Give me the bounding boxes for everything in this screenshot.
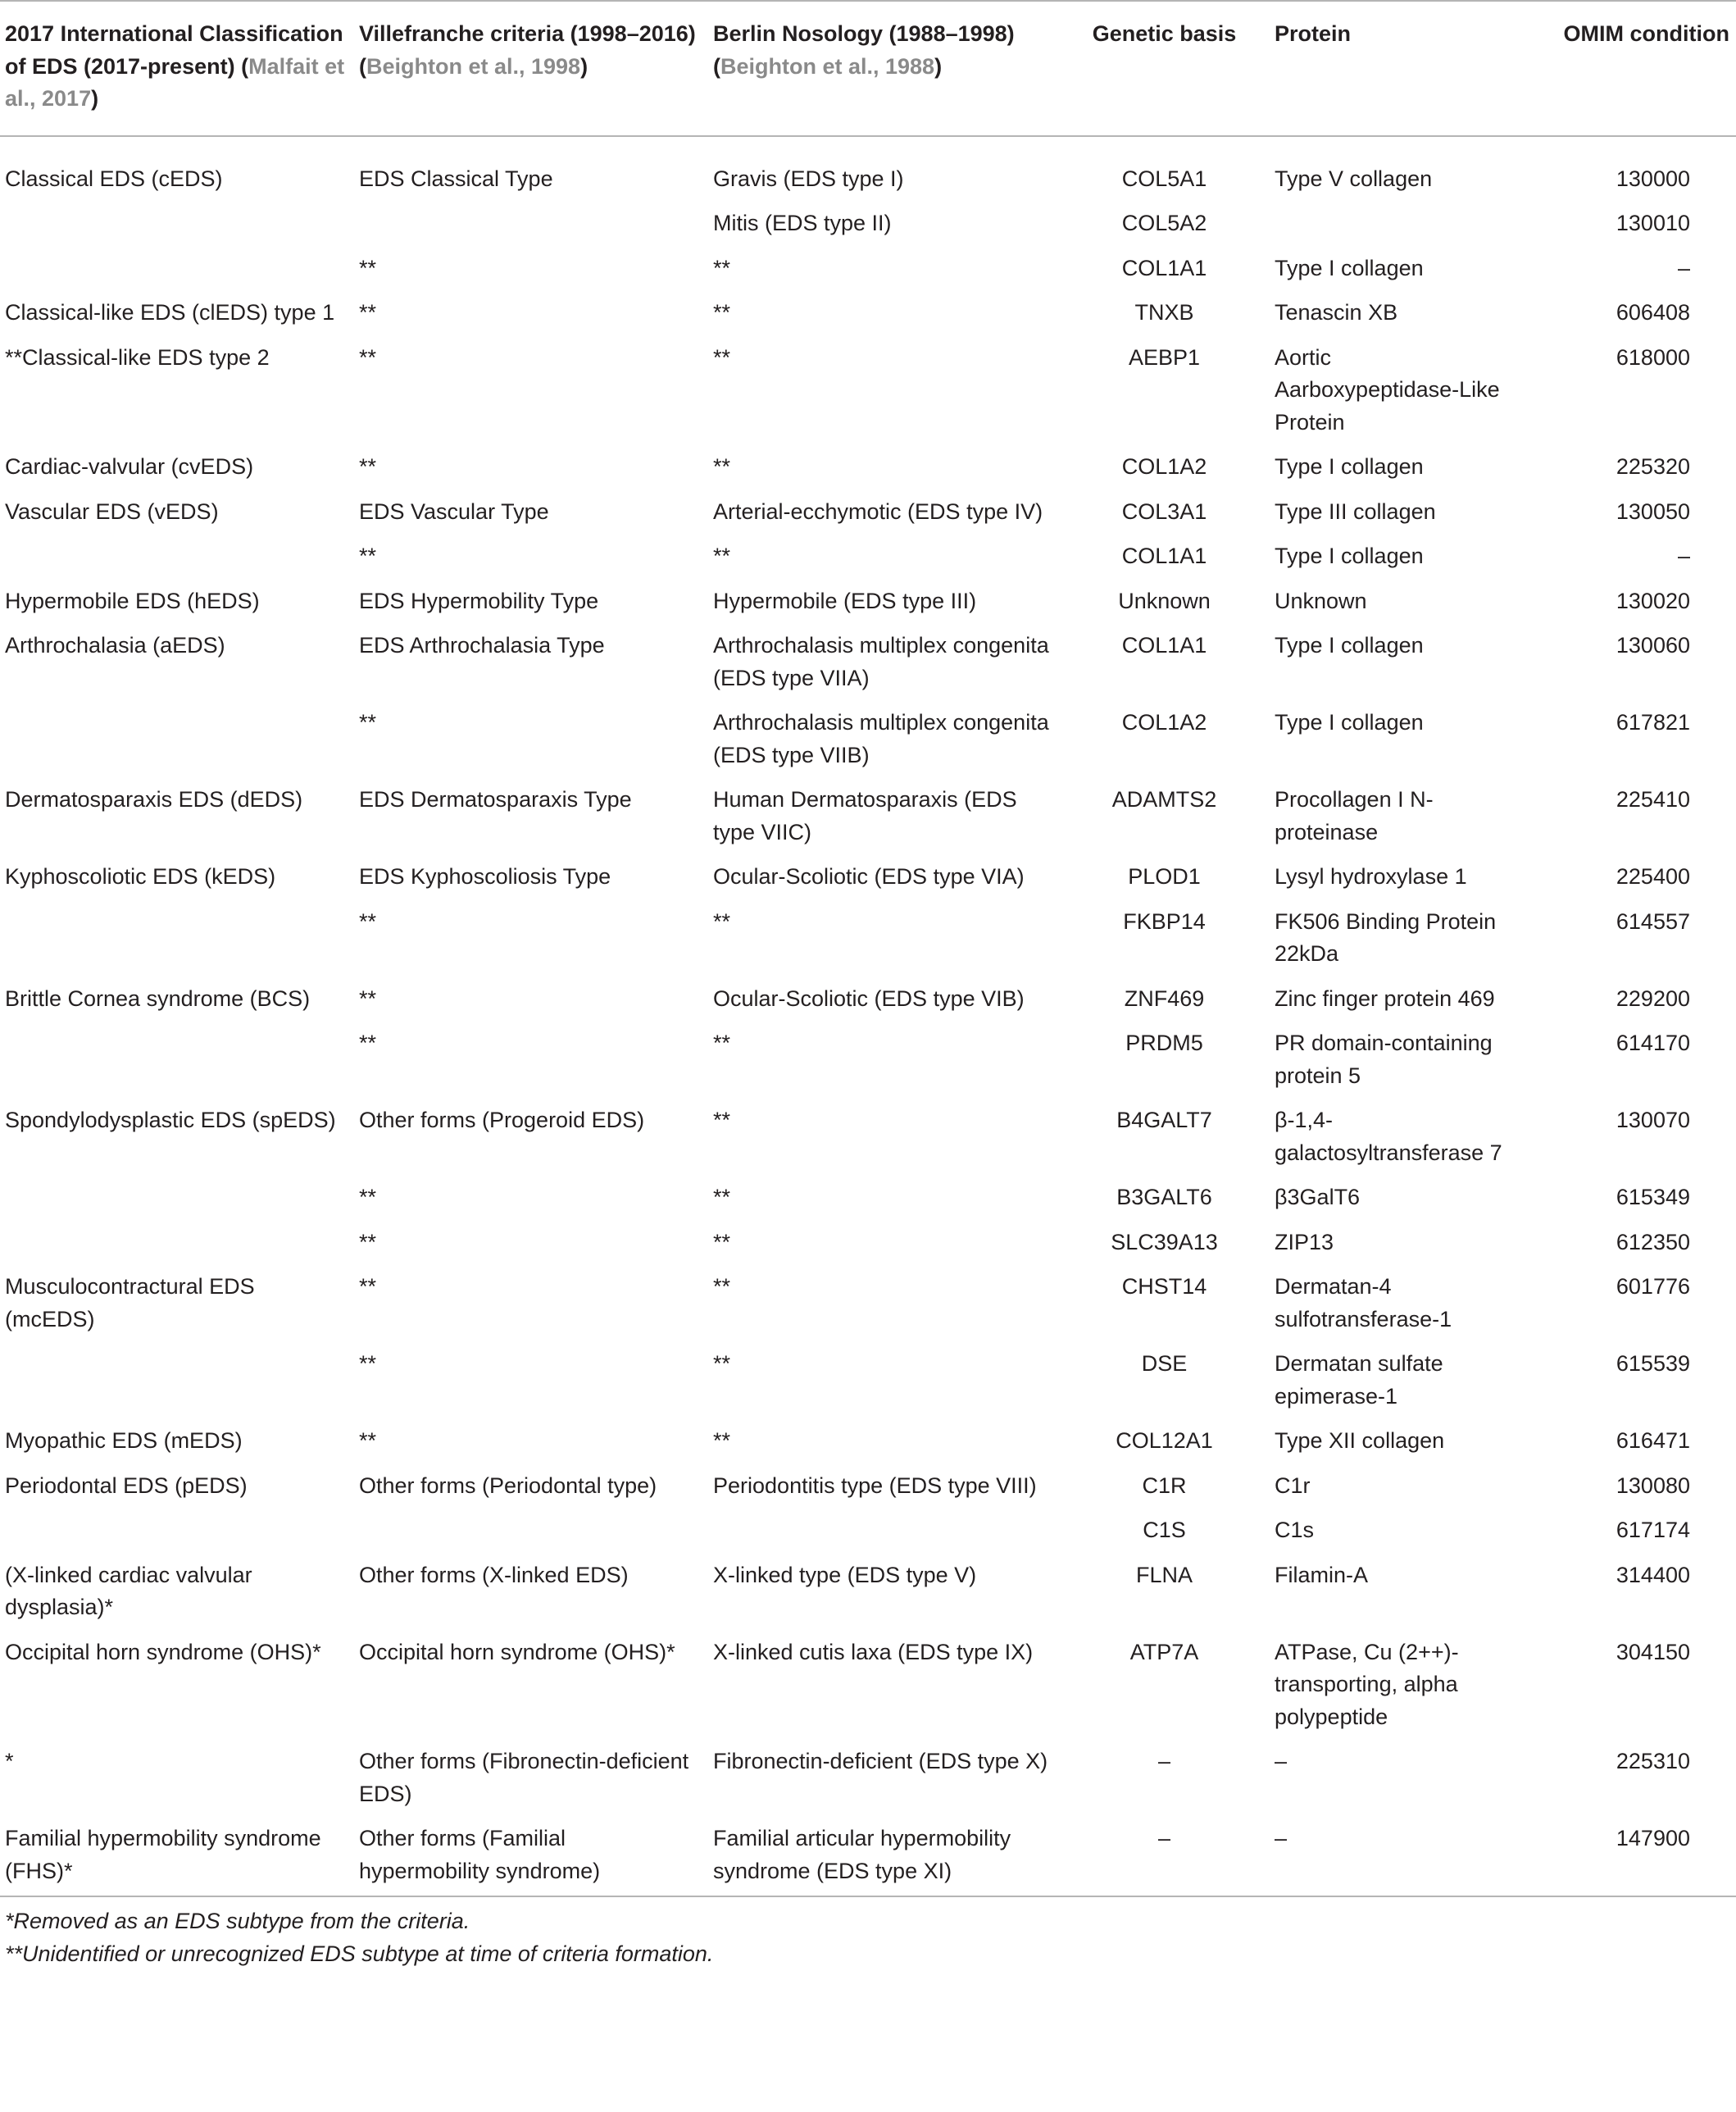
table-row	[0, 1342, 1736, 1419]
cell-protein: C1r	[1275, 1472, 1311, 1498]
cell-omim: –	[1677, 255, 1690, 280]
cell-villefranche	[354, 202, 708, 247]
cell-2017-subtype: Myopathic EDS (mEDS)	[5, 1428, 243, 1453]
cell-protein: β-1,4-galactosyltransferase 7	[1275, 1108, 1502, 1165]
cell-omim: 147900	[1616, 1826, 1690, 1850]
cell-villefranche: EDS Vascular Type	[359, 498, 549, 524]
cell-2017-subtype	[0, 1509, 354, 1554]
table-row	[0, 535, 1736, 580]
cell-omim: 612350	[1616, 1229, 1690, 1254]
cell-villefranche: **	[359, 300, 377, 325]
cell-berlin: **	[713, 1185, 731, 1209]
cell-protein: Tenascin XB	[1275, 300, 1398, 325]
cell-protein: β3GalT6	[1275, 1185, 1361, 1209]
cell-villefranche: **	[359, 1229, 377, 1254]
cell-omim: 225320	[1616, 454, 1690, 479]
cell-2017-subtype: Musculocontractural EDS (mcEDS)	[5, 1274, 255, 1331]
table-row	[0, 1509, 1736, 1554]
cell-gene: ZNF469	[1124, 985, 1205, 1011]
header-berlin	[708, 1, 1061, 136]
cell-berlin: X-linked type (EDS type V)	[713, 1562, 977, 1587]
cell-2017-subtype	[0, 535, 354, 580]
citation-link[interactable]: Beighton et al., 1988	[720, 53, 935, 79]
cell-2017-subtype	[0, 247, 354, 292]
cell-gene: CHST14	[1121, 1274, 1207, 1299]
cell-protein	[1270, 202, 1524, 247]
cell-omim: 130010	[1616, 211, 1690, 235]
cell-berlin: **	[713, 1428, 731, 1453]
cell-protein: Dermatan sulfate epimerase-1	[1275, 1351, 1443, 1409]
cell-berlin: Gravis (EDS type I)	[713, 166, 904, 191]
cell-2017-subtype: Familial hypermobility syndrome (FHS)*	[5, 1826, 321, 1883]
cell-protein: C1s	[1275, 1518, 1315, 1542]
cell-omim: 304150	[1616, 1639, 1690, 1664]
cell-omim: 614170	[1616, 1031, 1690, 1055]
cell-2017-subtype	[0, 1221, 354, 1266]
cell-gene: Unknown	[1118, 588, 1211, 613]
cell-gene: DSE	[1141, 1351, 1188, 1376]
cell-villefranche: **	[359, 344, 377, 370]
cell-omim: 615539	[1616, 1351, 1690, 1376]
cell-villefranche: Other forms (X-linked EDS)	[359, 1562, 629, 1587]
cell-omim: 229200	[1616, 985, 1690, 1011]
table-row	[0, 778, 1736, 855]
header-row	[0, 1, 1736, 136]
cell-2017-subtype: Cardiac-valvular (cvEDS)	[5, 454, 254, 479]
header-text: )	[580, 53, 589, 79]
header-text: Villefranche criteria (1998–2016) (	[359, 21, 696, 79]
header-omim	[1524, 1, 1736, 136]
cell-berlin: Ocular-Scoliotic (EDS type VIB)	[713, 985, 1025, 1011]
table-row	[0, 1419, 1736, 1464]
cell-protein: Type I collagen	[1275, 633, 1424, 658]
footnote-removed: *Removed as an EDS subtype from the criteria.	[5, 1909, 470, 1933]
citation-link[interactable]: Malfait et al., 2017	[5, 53, 345, 111]
cell-berlin: **	[713, 1108, 731, 1132]
table-row	[0, 445, 1736, 490]
table-footnotes	[0, 1897, 1736, 1970]
cell-gene: B3GALT6	[1116, 1185, 1212, 1209]
table-row	[0, 1740, 1736, 1817]
cell-omim: 617174	[1616, 1518, 1690, 1542]
header-text: Berlin Nosology (1988–1998) (	[713, 21, 1015, 79]
cell-omim: 130000	[1616, 166, 1690, 191]
table-row	[0, 490, 1736, 535]
cell-gene: FLNA	[1135, 1562, 1193, 1587]
citation-link[interactable]: Beighton et al., 1998	[366, 53, 581, 79]
cell-2017-subtype	[0, 202, 354, 247]
cell-villefranche: Other forms (Familial hypermobility syndrome)	[359, 1826, 601, 1883]
cell-2017-subtype	[0, 701, 354, 778]
cell-gene: COL5A1	[1121, 166, 1207, 191]
table-row	[0, 1221, 1736, 1266]
cell-villefranche: EDS Hypermobility Type	[359, 588, 599, 613]
cell-gene: C1R	[1142, 1472, 1187, 1498]
cell-2017-subtype: Brittle Cornea syndrome (BCS)	[5, 985, 311, 1011]
cell-2017-subtype	[0, 1342, 354, 1419]
footnote-unidentified: **Unidentified or unrecognized EDS subtype at time of criteria formation.	[5, 1941, 714, 1966]
cell-protein: Type I collagen	[1275, 454, 1424, 479]
cell-2017-subtype: Periodontal EDS (pEDS)	[5, 1472, 248, 1498]
cell-2017-subtype: Classical EDS (cEDS)	[5, 166, 223, 191]
table-row	[0, 1464, 1736, 1509]
cell-omim: 615349	[1616, 1185, 1690, 1209]
cell-protein: Filamin-A	[1275, 1562, 1369, 1587]
cell-2017-subtype: Occipital horn syndrome (OHS)*	[5, 1639, 321, 1664]
cell-omim: 225410	[1616, 787, 1690, 812]
cell-berlin: **	[713, 1031, 731, 1055]
cell-omim: 601776	[1616, 1274, 1690, 1299]
cell-2017-subtype	[0, 1176, 354, 1221]
cell-omim: 618000	[1616, 344, 1690, 370]
table-row	[0, 1265, 1736, 1342]
cell-omim: –	[1677, 544, 1690, 568]
cell-omim: 130050	[1616, 498, 1690, 524]
table-row	[0, 1176, 1736, 1221]
cell-gene: COL5A2	[1121, 211, 1207, 235]
table-row	[0, 1099, 1736, 1176]
cell-berlin: **	[713, 255, 731, 280]
cell-gene: ADAMTS2	[1111, 787, 1217, 812]
cell-2017-subtype: **Classical-like EDS type 2	[5, 344, 270, 370]
table-row	[0, 977, 1736, 1022]
cell-protein: FK506 Binding Protein 22kDa	[1275, 908, 1497, 966]
header-text: )	[934, 53, 943, 79]
cell-omim: 130020	[1616, 588, 1690, 613]
cell-villefranche: **	[359, 1351, 377, 1376]
cell-gene: AEBP1	[1128, 344, 1201, 370]
header-genetic-basis	[1061, 1, 1270, 136]
cell-villefranche: Other forms (Fibronectin-deficient EDS)	[359, 1749, 689, 1806]
cell-protein: Type I collagen	[1275, 255, 1424, 280]
header-protein	[1270, 1, 1524, 136]
cell-berlin: Arthrochalasis multiplex congenita (EDS type VIIB)	[713, 710, 1049, 767]
cell-gene: COL1A1	[1121, 544, 1207, 568]
cell-berlin: **	[713, 1229, 731, 1254]
cell-protein: Aortic Aarboxypeptidase-Like Protein	[1275, 344, 1500, 435]
cell-2017-subtype: (X-linked cardiac valvular dysplasia)*	[5, 1562, 252, 1619]
cell-gene: FKBP14	[1123, 908, 1206, 934]
cell-2017-subtype	[0, 1022, 354, 1099]
cell-omim: 617821	[1616, 710, 1690, 735]
cell-berlin	[708, 1509, 1061, 1554]
table-row	[0, 701, 1736, 778]
cell-gene: COL12A1	[1116, 1428, 1213, 1453]
cell-gene: COL1A1	[1121, 633, 1207, 658]
cell-protein: Type III collagen	[1275, 498, 1436, 524]
header-text: Protein	[1275, 21, 1352, 46]
cell-berlin: Hypermobile (EDS type III)	[713, 588, 977, 613]
header-text: Genetic basis	[1092, 21, 1237, 46]
cell-omim: 225310	[1616, 1749, 1690, 1773]
cell-berlin: Periodontitis type (EDS type VIII)	[713, 1472, 1037, 1498]
table-row	[0, 855, 1736, 900]
cell-gene: PRDM5	[1125, 1031, 1203, 1055]
cell-berlin: **	[713, 1351, 731, 1376]
table-row	[0, 336, 1736, 446]
cell-villefranche: **	[359, 710, 377, 735]
table-row	[0, 202, 1736, 247]
cell-villefranche: **	[359, 908, 377, 934]
cell-2017-subtype	[0, 900, 354, 977]
table-row	[0, 900, 1736, 977]
cell-protein: PR domain-containing protein 5	[1275, 1031, 1493, 1088]
cell-gene: TNXB	[1134, 300, 1194, 325]
cell-omim: 130060	[1616, 633, 1690, 658]
cell-protein: –	[1275, 1749, 1288, 1773]
header-text: 2017 International Classification of EDS (2017-present) (	[5, 21, 343, 79]
cell-omim: 225400	[1616, 864, 1690, 889]
cell-villefranche: **	[359, 985, 377, 1011]
cell-protein: Lysyl hydroxylase 1	[1275, 864, 1467, 889]
table-body	[0, 136, 1736, 1897]
cell-gene: SLC39A13	[1111, 1229, 1218, 1254]
cell-2017-subtype: *	[5, 1749, 14, 1773]
cell-berlin: Familial articular hypermobility syndrome (EDS type XI)	[713, 1826, 1011, 1883]
cell-berlin: Arthrochalasis multiplex congenita (EDS type VIIA)	[713, 633, 1049, 690]
cell-omim: 130070	[1616, 1108, 1690, 1132]
cell-protein: ATPase, Cu (2++)-transporting, alpha polypeptide	[1275, 1639, 1459, 1729]
cell-gene: –	[1157, 1826, 1171, 1850]
cell-villefranche: **	[359, 1185, 377, 1209]
cell-protein: Type I collagen	[1275, 710, 1424, 735]
cell-protein: ZIP13	[1275, 1229, 1334, 1254]
cell-gene: COL1A1	[1121, 255, 1207, 280]
cell-protein: Dermatan-4 sulfotransferase-1	[1275, 1274, 1452, 1331]
cell-2017-subtype: Classical-like EDS (clEDS) type 1	[5, 300, 335, 325]
cell-protein: Unknown	[1275, 588, 1367, 613]
cell-villefranche: EDS Classical Type	[359, 166, 553, 191]
cell-villefranche: **	[359, 1428, 377, 1453]
cell-berlin: **	[713, 344, 731, 370]
cell-protein: Procollagen I N-proteinase	[1275, 787, 1434, 844]
cell-2017-subtype: Hypermobile EDS (hEDS)	[5, 588, 260, 613]
cell-berlin: X-linked cutis laxa (EDS type IX)	[713, 1639, 1034, 1664]
cell-2017-subtype: Kyphoscoliotic EDS (kEDS)	[5, 864, 276, 889]
cell-gene: ATP7A	[1129, 1639, 1199, 1664]
cell-2017-subtype: Spondylodysplastic EDS (spEDS)	[5, 1108, 336, 1132]
table-row	[0, 580, 1736, 625]
cell-omim: 616471	[1616, 1428, 1690, 1453]
cell-protein: Type XII collagen	[1275, 1428, 1445, 1453]
cell-villefranche: EDS Dermatosparaxis Type	[359, 787, 632, 812]
cell-gene: COL3A1	[1121, 498, 1207, 524]
cell-villefranche: **	[359, 1031, 377, 1055]
cell-gene: COL1A2	[1121, 710, 1207, 735]
cell-berlin: **	[713, 1274, 731, 1299]
cell-berlin: Mitis (EDS type II)	[713, 211, 892, 235]
cell-villefranche: **	[359, 1274, 377, 1299]
table-row	[0, 1554, 1736, 1631]
cell-berlin: **	[713, 300, 731, 325]
cell-2017-subtype: Vascular EDS (vEDS)	[5, 498, 219, 524]
cell-gene: B4GALT7	[1116, 1108, 1212, 1132]
table-row	[0, 136, 1736, 203]
header-villefranche	[354, 1, 708, 136]
cell-berlin: Fibronectin-deficient (EDS type X)	[713, 1749, 1048, 1773]
cell-protein: Type V collagen	[1275, 166, 1433, 191]
header-text: )	[91, 86, 99, 111]
cell-berlin: **	[713, 544, 731, 568]
cell-villefranche: **	[359, 255, 377, 280]
header-2017-classification	[0, 1, 354, 136]
cell-villefranche: Occipital horn syndrome (OHS)*	[359, 1639, 675, 1664]
cell-gene: –	[1157, 1749, 1171, 1773]
cell-2017-subtype: Dermatosparaxis EDS (dEDS)	[5, 787, 303, 812]
cell-berlin: **	[713, 454, 731, 479]
cell-gene: PLOD1	[1128, 864, 1201, 889]
cell-protein: Type I collagen	[1275, 544, 1424, 568]
cell-villefranche: EDS Kyphoscoliosis Type	[359, 864, 611, 889]
cell-berlin: Ocular-Scoliotic (EDS type VIA)	[713, 864, 1025, 889]
table-row	[0, 624, 1736, 701]
cell-berlin: Human Dermatosparaxis (EDS type VIIC)	[713, 787, 1017, 844]
cell-2017-subtype: Arthrochalasia (aEDS)	[5, 633, 225, 658]
header-text: OMIM condition	[1563, 21, 1729, 46]
cell-villefranche: EDS Arthrochalasia Type	[359, 633, 605, 658]
table-row	[0, 1022, 1736, 1099]
table-row	[0, 1631, 1736, 1741]
table-row	[0, 247, 1736, 292]
cell-villefranche: Other forms (Periodontal type)	[359, 1472, 657, 1498]
cell-villefranche: Other forms (Progeroid EDS)	[359, 1108, 645, 1132]
cell-gene: C1S	[1143, 1518, 1186, 1542]
table-header	[0, 1, 1736, 136]
cell-protein: Zinc finger protein 469	[1275, 985, 1495, 1011]
cell-villefranche: **	[359, 454, 377, 479]
table-row	[0, 1817, 1736, 1896]
cell-berlin: **	[713, 908, 731, 934]
cell-protein: –	[1275, 1826, 1288, 1850]
cell-omim: 130080	[1616, 1472, 1690, 1498]
table-row	[0, 291, 1736, 336]
cell-villefranche: **	[359, 544, 377, 568]
cell-omim: 606408	[1616, 300, 1690, 325]
cell-villefranche	[354, 1509, 708, 1554]
cell-berlin: Arterial-ecchymotic (EDS type IV)	[713, 498, 1043, 524]
cell-omim: 314400	[1616, 1562, 1690, 1587]
cell-gene: COL1A2	[1121, 454, 1207, 479]
cell-omim: 614557	[1616, 908, 1690, 934]
